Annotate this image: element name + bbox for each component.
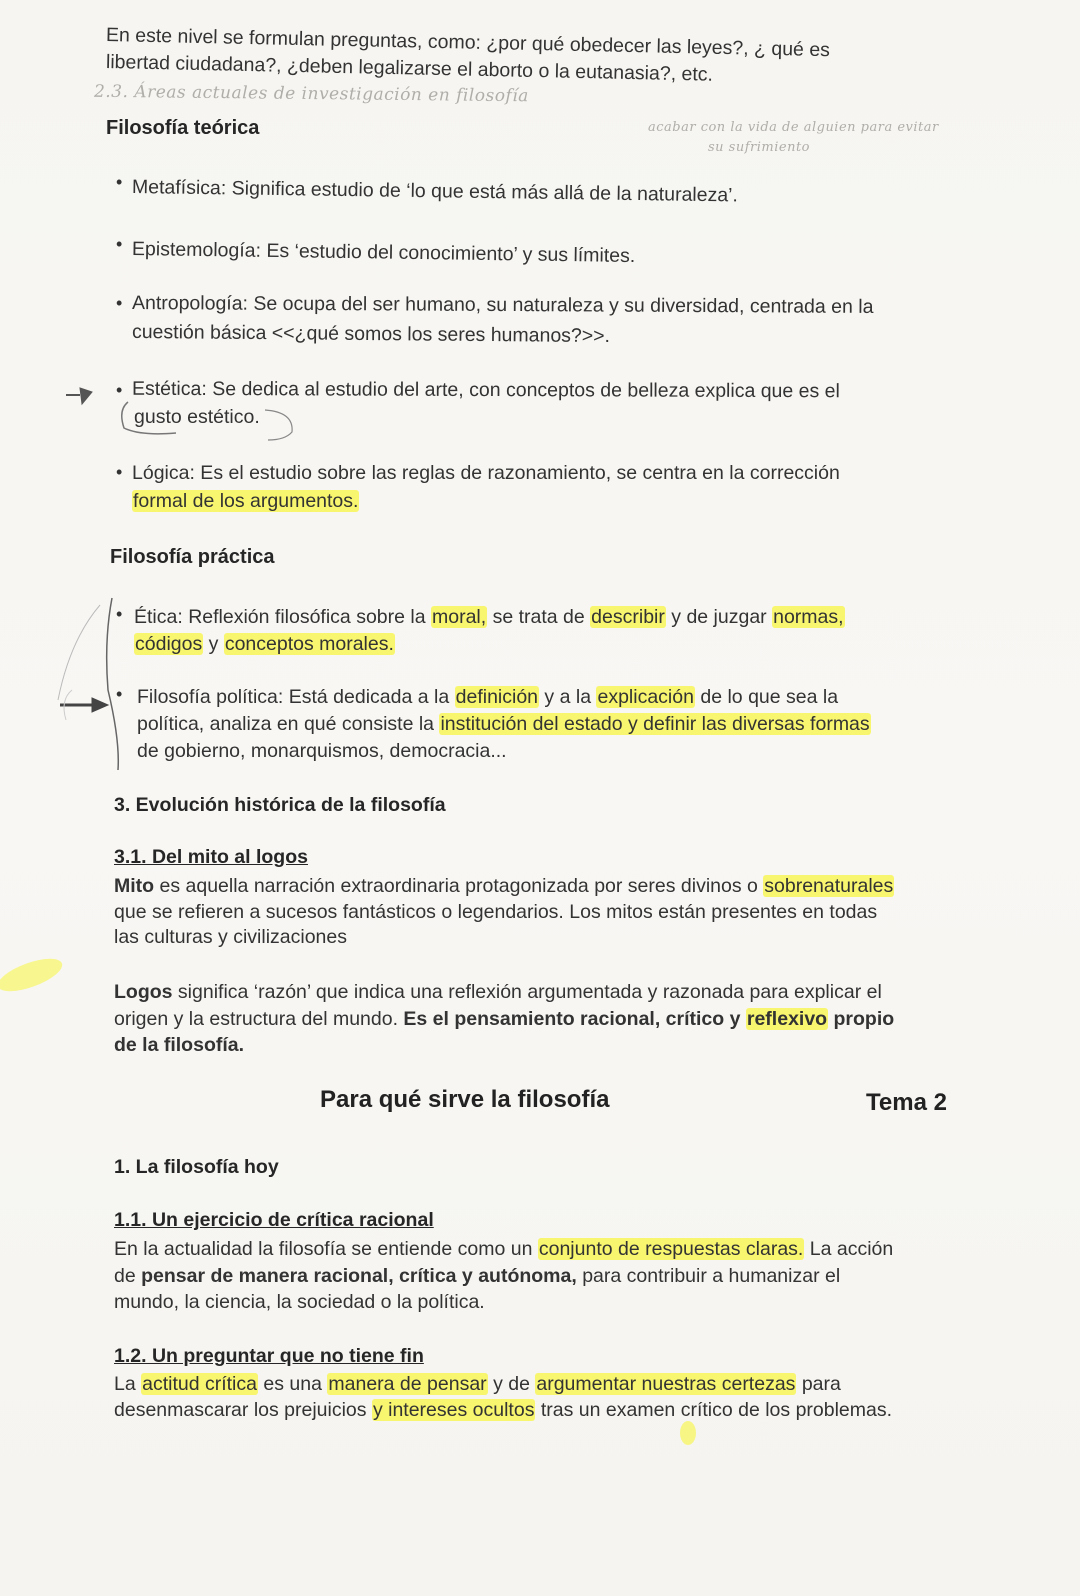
text: es aquella narración extraordinaria protagonizada por seres divinos o: [154, 875, 764, 897]
text: significa ‘razón’ que indica una reflexión argumentada y razonada para explicar el: [172, 981, 882, 1003]
bullet-icon: •: [116, 234, 123, 254]
text: y a la: [539, 686, 597, 708]
stray-highlight: [0, 952, 66, 998]
text: La acción: [804, 1238, 894, 1260]
text-epistemologia: Es ‘estudio del conocimiento’ y sus límites.: [260, 239, 636, 268]
p2-line-2: [114, 1397, 892, 1423]
bold-term: Mito: [114, 875, 155, 897]
bold-text: pensar de manera racional, crítica y autónoma,: [141, 1265, 577, 1287]
arrow-mark-icon: [66, 388, 92, 404]
text: y de juzgar: [665, 606, 773, 628]
bold-text: Es el pensamiento racional, crítico y: [403, 1008, 746, 1030]
highlight: conjunto de respuestas claras.: [538, 1238, 804, 1260]
logos-line-2: [114, 1006, 894, 1032]
item-antropologia: [132, 290, 874, 320]
term-etica: Ética:: [134, 606, 183, 628]
highlight: describir: [591, 606, 665, 628]
text: Está dedicada a la: [283, 686, 455, 708]
text: se trata de: [487, 606, 591, 628]
bullet-icon: •: [116, 293, 123, 313]
logos-line-1: [114, 979, 882, 1005]
p1-line-1: [114, 1236, 893, 1262]
mito-line-2: que se refieren a sucesos fantásticos o legendarios. Los mitos están presentes en todas: [114, 901, 878, 923]
term-antropologia: Antropología:: [131, 292, 249, 315]
term-estetica: Estética:: [131, 377, 207, 401]
text-antropologia-1: Se ocupa del ser humano, su naturaleza y su diversidad, centrada en la: [247, 292, 874, 318]
arrow-right-icon: [60, 698, 108, 712]
p1-line-3: mundo, la ciencia, la sociedad o la política.: [114, 1291, 485, 1313]
term-logica: Lógica:: [132, 462, 195, 484]
text-politica-3: de gobierno, monarquismos, democracia...: [137, 740, 507, 762]
text-estetica-1: Se dedica al estudio del arte, con conceptos de belleza explica que es el: [206, 378, 840, 403]
text: En la actualidad la filosofía se entiende como un: [114, 1238, 538, 1260]
tema-title: Para qué sirve la filosofía: [320, 1086, 610, 1113]
text: para contribuir a humanizar el: [576, 1265, 841, 1287]
bullet-icon: •: [116, 380, 123, 400]
highlight: códigos: [135, 633, 203, 655]
bullet-icon: •: [116, 604, 123, 624]
highlight: sobrenaturales: [764, 875, 894, 897]
highlight: explicación: [597, 686, 694, 708]
text: es una: [258, 1373, 328, 1395]
highlight: conceptos morales.: [224, 633, 394, 655]
text: Reflexión filosófica sobre la: [182, 606, 431, 628]
text: política, analiza en qué consiste la: [137, 713, 440, 735]
text-estetica-2: gusto estético.: [134, 406, 260, 428]
text-etica-2: [134, 631, 395, 657]
text: La: [114, 1373, 142, 1395]
highlight: actitud crítica: [142, 1373, 257, 1395]
item-filosofia-politica: [137, 684, 838, 710]
term-epistemologia: Epistemología:: [131, 238, 262, 262]
term-metafisica: Metafísica:: [131, 176, 227, 200]
bullet-icon: •: [116, 684, 123, 704]
text: y de: [487, 1373, 536, 1395]
highlight: institución del estado y definir las diversas formas: [440, 713, 870, 735]
mito-line-1: [114, 873, 894, 899]
intro-line-1: En este nivel se formulan preguntas, como: ¿por qué obedecer las leyes?, ¿ qué es: [105, 24, 831, 62]
highlight: reflexivo: [746, 1008, 828, 1030]
text-logica-2: [132, 488, 359, 514]
item-logica: [132, 460, 840, 486]
highlight: argumentar nuestras certezas: [536, 1373, 796, 1395]
text: tras un examen crítico de los problemas.: [535, 1399, 893, 1421]
term-filosofia-politica: Filosofía política:: [137, 686, 284, 708]
text: de lo que sea la: [694, 686, 839, 708]
item-epistemologia: [132, 236, 636, 269]
heading-filosofia-teorica: Filosofía teórica: [106, 117, 260, 139]
bullet-icon: •: [116, 172, 123, 192]
logos-line-3: de la filosofía.: [114, 1034, 245, 1056]
text: para: [796, 1373, 841, 1395]
intro-line-2: libertad ciudadana?, ¿deben legalizarse el aborto o la eutanasia?, etc.: [105, 51, 714, 86]
text-politica-2: [137, 711, 871, 737]
highlight: normas,: [773, 606, 844, 628]
text-metafisica: Significa estudio de ‘lo que está más allá de la naturaleza’.: [226, 177, 739, 207]
subheading-critica-racional: 1.1. Un ejercicio de crítica racional: [114, 1209, 434, 1231]
item-etica: [134, 604, 845, 630]
item-metafisica: [132, 174, 738, 208]
bullet-icon: •: [116, 462, 123, 482]
subheading-preguntar: 1.2. Un preguntar que no tiene fin: [114, 1345, 424, 1367]
p1-line-2: [114, 1263, 840, 1289]
handwritten-note-eutanasia: acabar con la vida de alguien para evitar: [648, 120, 939, 135]
mito-line-3: las culturas y civilizaciones: [114, 926, 348, 948]
p2-line-1: [114, 1371, 841, 1397]
item-estetica: [132, 376, 840, 404]
heading-filosofia-practica: Filosofía práctica: [110, 546, 275, 568]
text-logica-1: Es el estudio sobre las reglas de razonamiento, se centra en la corrección: [194, 462, 840, 484]
text-antropologia-2: cuestión básica <<¿qué somos los seres humanos?>>.: [131, 320, 611, 348]
subheading-mito-logos: 3.1. Del mito al logos: [114, 846, 308, 868]
highlight: y intereses ocultos: [372, 1399, 535, 1421]
handwritten-note-areas: 2.3. Áreas actuales de investigación en filosofía: [93, 81, 529, 107]
text: origen y la estructura del mundo.: [114, 1008, 404, 1030]
highlight: moral,: [432, 606, 487, 628]
text: y: [203, 633, 224, 655]
highlight: formal de los argumentos.: [133, 490, 359, 512]
heading-filosofia-hoy: 1. La filosofía hoy: [114, 1156, 279, 1178]
heading-section-3: 3. Evolución histórica de la filosofía: [114, 794, 446, 816]
handwritten-note-eutanasia-2: su sufrimiento: [708, 140, 811, 155]
bold-term: Logos: [114, 981, 173, 1003]
tema-label: Tema 2: [866, 1089, 947, 1116]
text: desenmascarar los prejuicios: [114, 1399, 372, 1421]
bold-text: propio: [828, 1008, 895, 1030]
text: de: [114, 1265, 142, 1287]
highlight: definición: [455, 686, 539, 708]
highlight: manera de pensar: [328, 1373, 487, 1395]
